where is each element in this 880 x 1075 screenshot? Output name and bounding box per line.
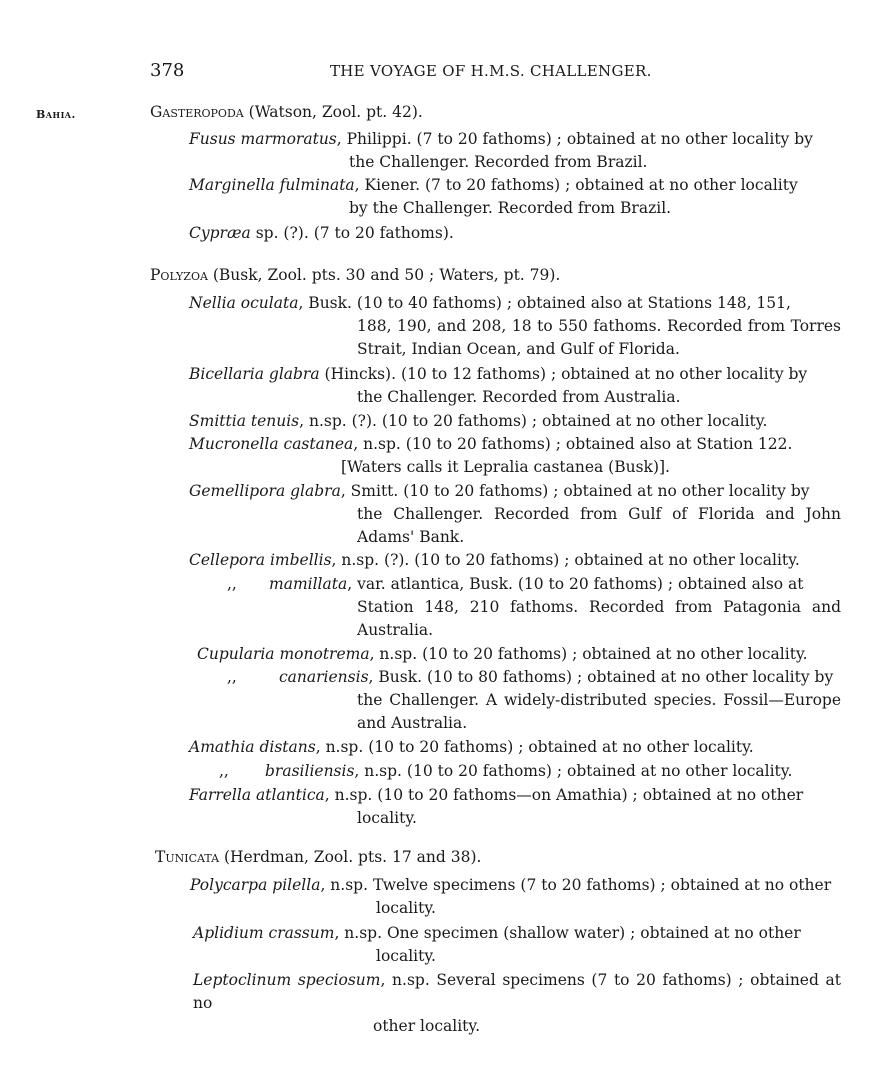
species-name: Aplidium crassum xyxy=(193,924,335,942)
species-author: , n.sp. xyxy=(315,738,364,756)
species-entry xyxy=(189,549,841,572)
species-author: , n.sp. (?). xyxy=(299,412,377,430)
species-author: , Busk. xyxy=(368,668,423,686)
entry-text: Several specimens (7 to 20 fathoms) ; obtained at no xyxy=(193,971,841,1012)
section-title: Tunicata xyxy=(155,848,220,866)
species-entry xyxy=(193,969,841,1038)
species-name: Farrella atlantica xyxy=(189,786,325,804)
entry-continuation: Station 148, 210 fathoms. Recorded from Patagonia and Australia. xyxy=(357,598,841,639)
species-author: (Hincks). xyxy=(319,365,397,383)
entry-text: (10 to 40 fathoms) ; obtained also at Stations 148, 151, xyxy=(351,294,791,312)
species-entry xyxy=(190,874,841,920)
species-name: Amathia distans xyxy=(189,738,316,756)
entry-continuation: 188, 190, and 208, 18 to 550 fathoms. Recorded from Torres Strait, Indian Ocean, and Gulf of Florida. xyxy=(357,317,841,358)
species-author: , n.sp. xyxy=(353,435,401,453)
species-name: Gemellipora glabra xyxy=(189,482,341,500)
species-entry xyxy=(189,736,841,759)
species-author: , Busk. xyxy=(298,294,352,312)
entry-continuation: [Waters calls it Lepralia castanea (Busk)]. xyxy=(341,458,670,476)
species-author: , n.sp. (?). xyxy=(331,551,410,569)
species-entry xyxy=(189,573,841,642)
entry-text: (10 to 20 fathoms) ; obtained at no other locality. xyxy=(417,645,808,663)
entry-continuation: by the Challenger. Recorded from Brazil. xyxy=(349,199,672,217)
entry-continuation: other locality. xyxy=(373,1017,481,1035)
species-entry xyxy=(189,363,841,409)
species-name: Marginella fulminata xyxy=(189,176,355,194)
entry-continuation: the Challenger. A widely-distributed species. Fossil—Europe and Australia. xyxy=(357,691,841,732)
entry-text: (10 to 20 fathoms) ; obtained at no other locality. xyxy=(363,738,754,756)
entry-text: (10 to 12 fathoms) ; obtained at no other locality by xyxy=(396,365,808,383)
species-name: canariensis xyxy=(279,668,369,686)
species-name: Cellepora imbellis xyxy=(189,551,332,569)
species-name: Cypræa xyxy=(189,224,251,242)
species-entry xyxy=(189,433,841,479)
species-name: Smittia tenuis xyxy=(189,412,300,430)
entry-text: (10 to 20 fathoms) ; obtained at no other locality by xyxy=(398,482,810,500)
species-name: Fusus marmoratus xyxy=(189,130,337,148)
entry-text: (10 to 20 fathoms) ; obtained also at Station 122. xyxy=(400,435,793,453)
species-name: brasiliensis xyxy=(265,762,355,780)
species-entry xyxy=(197,666,841,735)
species-author: , n.sp. xyxy=(334,924,383,942)
ditto-mark: ,, xyxy=(219,762,229,780)
species-entry xyxy=(189,292,841,361)
entry-continuation: locality. xyxy=(376,899,436,917)
species-name: Leptoclinum speciosum xyxy=(193,971,381,989)
running-title: THE VOYAGE OF H.M.S. CHALLENGER. xyxy=(330,62,652,80)
species-entry xyxy=(189,760,841,783)
section-title: Polyzoa xyxy=(150,266,208,284)
species-entry xyxy=(189,784,841,830)
ditto-mark: ,, xyxy=(227,575,237,593)
entry-text: (10 to 20 fathoms—on Amathia) ; obtained at no other xyxy=(372,786,804,804)
species-author: , n.sp. xyxy=(354,762,402,780)
species-name: Cupularia monotrema xyxy=(197,645,370,663)
section-citation: (Watson, Zool. pt. 42). xyxy=(243,103,423,121)
species-name: Polycarpa pilella xyxy=(190,876,321,894)
entry-text: (10 to 20 fathoms) ; obtained at no other locality. xyxy=(402,762,793,780)
section-citation: (Herdman, Zool. pts. 17 and 38). xyxy=(219,848,482,866)
entry-text: (10 to 20 fathoms) ; obtained at no other locality. xyxy=(409,551,800,569)
species-entry xyxy=(189,222,841,245)
entry-continuation: locality. xyxy=(357,809,417,827)
species-author: , Smitt. xyxy=(340,482,399,500)
species-author: , n.sp. xyxy=(369,645,418,663)
species-author: , n.sp. xyxy=(320,876,369,894)
section-citation: (Busk, Zool. pts. 30 and 50 ; Waters, pt. 79). xyxy=(207,266,561,284)
species-author: , Philippi. xyxy=(336,130,412,148)
entry-continuation: the Challenger. Recorded from Gulf of Florida and John Adams' Bank. xyxy=(357,505,841,546)
ditto-mark: ,, xyxy=(227,668,237,686)
species-author: , n.sp. xyxy=(380,971,430,989)
species-entry xyxy=(193,922,841,968)
entry-text: (10 to 20 fathoms) ; obtained at no other locality. xyxy=(376,412,768,430)
entry-continuation: the Challenger. Recorded from Brazil. xyxy=(349,153,648,171)
species-author: , Kiener. xyxy=(354,176,421,194)
species-entry xyxy=(189,174,841,220)
species-name: Bicellaria glabra xyxy=(189,365,320,383)
species-entry xyxy=(189,128,841,174)
species-entry xyxy=(189,410,841,433)
entry-continuation: the Challenger. Recorded from Australia. xyxy=(357,388,681,406)
species-author: , var. atlantica, Busk. xyxy=(347,575,513,593)
species-entry xyxy=(197,643,841,666)
section-heading-tunicata xyxy=(155,848,481,866)
section-heading-polyzoa xyxy=(150,266,560,284)
species-name: Mucronella castanea xyxy=(189,435,354,453)
species-author: , n.sp. xyxy=(324,786,373,804)
entry-text: One specimen (shallow water) ; obtained at no other xyxy=(382,924,801,942)
entry-text: (7 to 20 fathoms) ; obtained at no other locality xyxy=(420,176,798,194)
species-entry xyxy=(189,480,841,549)
entry-text: (10 to 20 fathoms) ; obtained also at xyxy=(512,575,804,593)
entry-continuation: locality. xyxy=(376,947,436,965)
species-name: mamillata xyxy=(269,575,348,593)
entry-text: (7 to 20 fathoms). xyxy=(308,224,454,242)
species-name: Nellia oculata xyxy=(189,294,299,312)
entry-text: (7 to 20 fathoms) ; obtained at no other locality by xyxy=(411,130,813,148)
section-heading-gasteropoda xyxy=(150,103,423,121)
entry-text: (10 to 80 fathoms) ; obtained at no other locality by xyxy=(422,668,834,686)
margin-locality-label: Bahia. xyxy=(36,108,76,121)
page-number: 378 xyxy=(150,60,185,81)
entry-text: Twelve specimens (7 to 20 fathoms) ; obtained at no other xyxy=(368,876,832,894)
species-author: sp. (?). xyxy=(250,224,309,242)
section-title: Gasteropoda xyxy=(150,103,244,121)
